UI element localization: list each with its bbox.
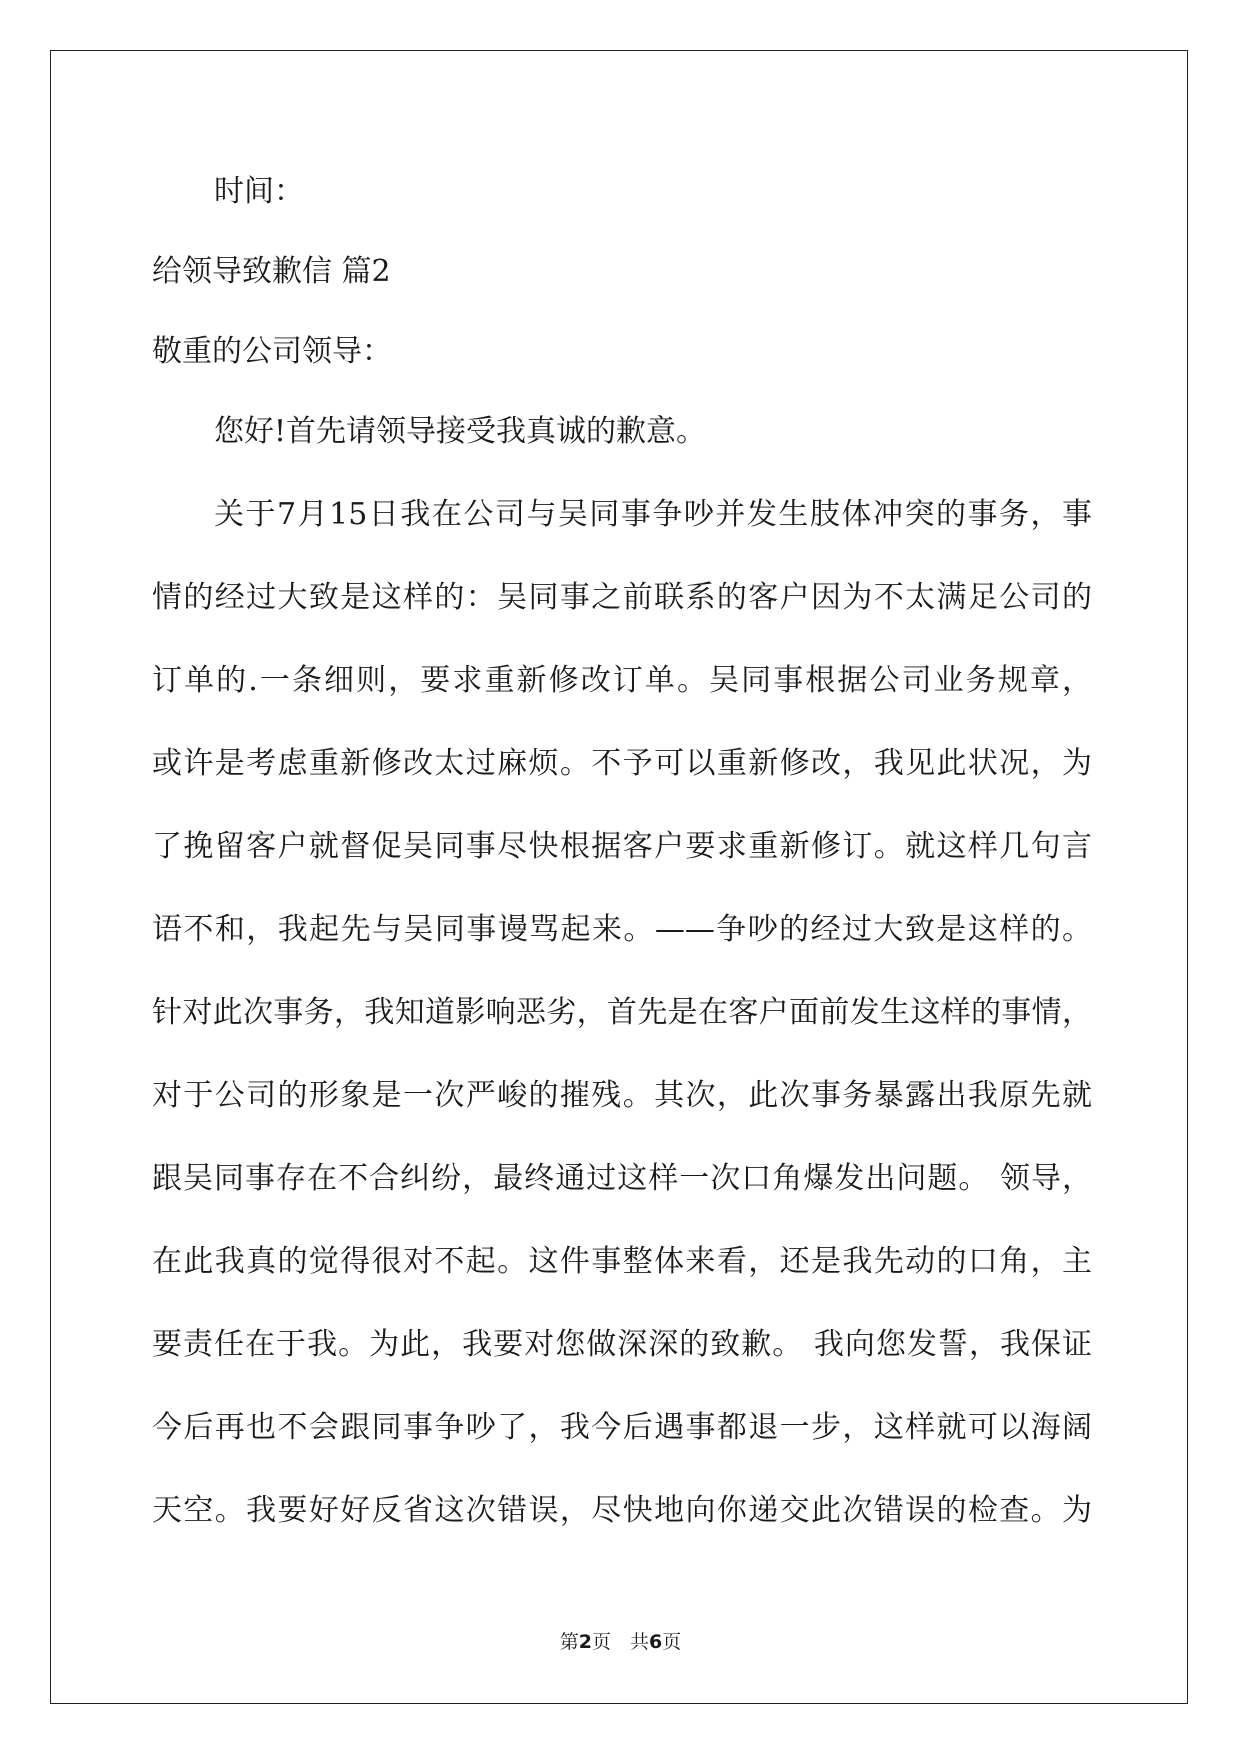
- body-line: 了挽留客户就督促吴同事尽快根据客户要求重新修订。就这样几句言: [152, 829, 1092, 864]
- body-line: 在此我真的觉得很对不起。这件事整体来看，还是我先动的口角，主: [152, 1244, 1092, 1279]
- footer-mid: 页 共: [591, 1631, 649, 1653]
- greeting: 您好!首先请领导接受我真诚的歉意。: [214, 414, 707, 449]
- body-line: 今后再也不会跟同事争吵了，我今后遇事都退一步，这样就可以海阔: [152, 1410, 1092, 1445]
- body-line: 跟吴同事存在不合纠纷，最终通过这样一次口角爆发出问题。 领导，: [152, 1161, 1092, 1196]
- body-line: 语不和，我起先与吴同事谩骂起来。——争吵的经过大致是这样的。: [152, 912, 1092, 947]
- body-line: 或许是考虑重新修改太过麻烦。不予可以重新修改，我见此状况，为: [152, 746, 1092, 781]
- time-label: 时间：: [214, 174, 304, 209]
- footer-suffix: 页: [662, 1631, 682, 1653]
- body-line: 针对此次事务，我知道影响恶劣，首先是在客户面前发生这样的事情，: [152, 995, 1092, 1030]
- page-footer: [0, 1630, 1241, 1654]
- body-line: 对于公司的形象是一次严峻的摧残。其次，此次事务暴露出我原先就: [152, 1078, 1092, 1113]
- footer-prefix: 第: [559, 1631, 579, 1653]
- total-pages-number: 6: [649, 1631, 663, 1653]
- current-page-number: 2: [578, 1631, 592, 1653]
- body-line: 订单的.一条细则，要求重新修改订单。吴同事根据公司业务规章，: [152, 663, 1092, 698]
- body-line: 关于7月15日我在公司与吴同事争吵并发生肢体冲突的事务，事: [214, 497, 1092, 532]
- body-line: 要责任在于我。为此，我要对您做深深的致歉。 我向您发誓，我保证: [152, 1327, 1092, 1362]
- body-line: 天空。我要好好反省这次错误，尽快地向你递交此次错误的检查。为: [152, 1493, 1092, 1528]
- salutation: 敬重的公司领导：: [152, 334, 392, 369]
- body-line: 情的经过大致是这样的：吴同事之前联系的客户因为不太满足公司的: [152, 580, 1092, 615]
- letter-heading: 给领导致歉信 篇2: [152, 254, 391, 289]
- page-border: [50, 50, 1188, 1704]
